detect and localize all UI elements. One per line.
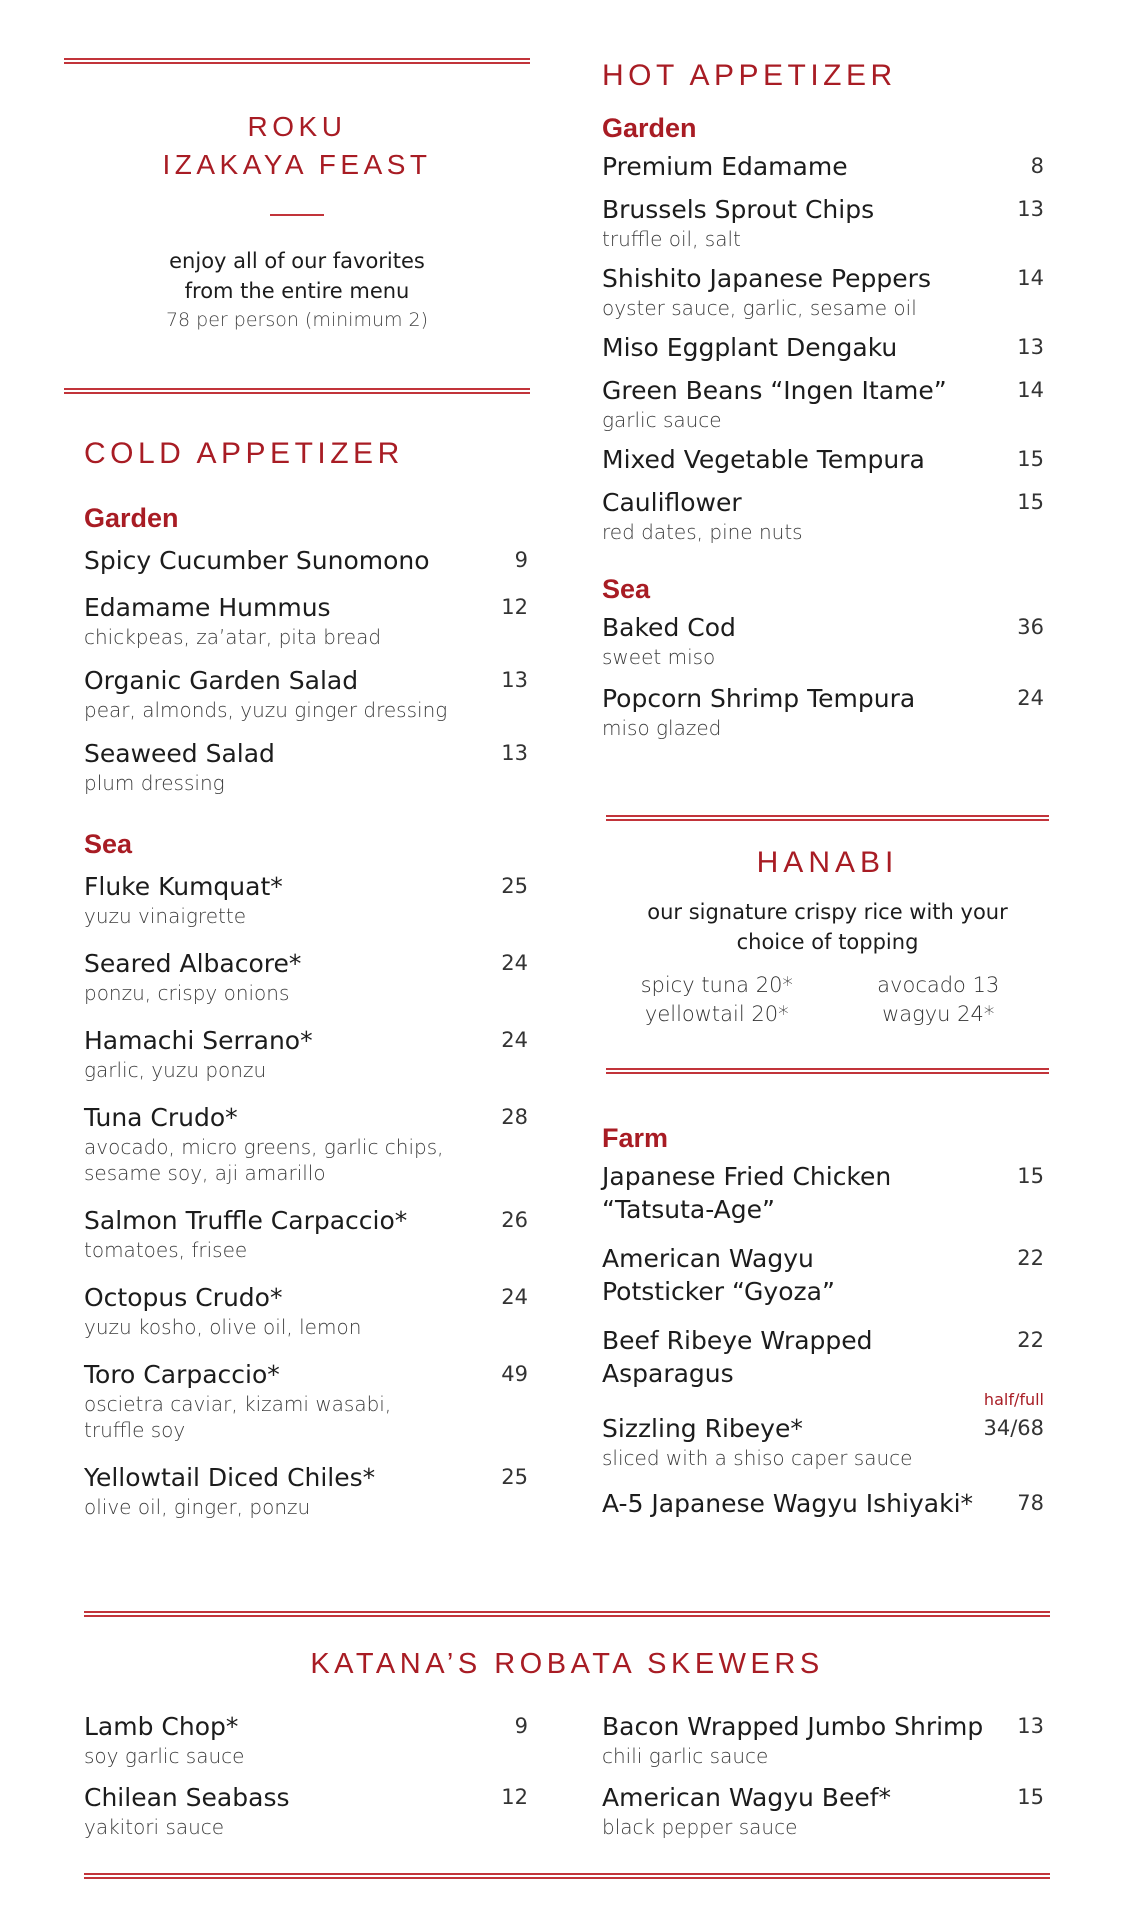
item-name: Fluke Kumquat*	[84, 872, 283, 901]
menu-item	[602, 486, 1046, 545]
item-desc: sweet miso	[602, 645, 716, 669]
item-desc: garlic, yuzu ponzu	[84, 1058, 267, 1082]
farm-section	[602, 1120, 1046, 1520]
item-price: 12	[501, 1785, 528, 1809]
item-desc: miso glazed	[602, 716, 722, 740]
hanabi-desc-line2: choice of topping	[736, 930, 919, 954]
item-price: 8	[1030, 154, 1044, 178]
cold-appetizer-title: COLD APPETIZER	[84, 437, 404, 470]
item-name: Tuna Crudo*	[84, 1103, 238, 1132]
hot-appetizer-title: HOT APPETIZER	[602, 59, 897, 92]
farm-heading: Farm	[602, 1123, 669, 1153]
feast-top-rule	[64, 58, 530, 64]
item-desc: tomatoes, frisee	[84, 1238, 248, 1262]
item-name: Chilean Seabass	[84, 1783, 290, 1812]
hanabi-option: wagyu 24*	[882, 1002, 995, 1026]
menu-item	[84, 1204, 530, 1263]
skewers-top-rule	[84, 1611, 1050, 1617]
item-desc: red dates, pine nuts	[602, 520, 803, 544]
menu-item	[84, 1781, 530, 1840]
item-name: Seaweed Salad	[84, 739, 275, 768]
menu-item	[602, 331, 1046, 364]
item-name: Cauliflower	[602, 488, 742, 517]
hanabi-option: yellowtail 20*	[644, 1002, 789, 1026]
feast-divider	[270, 214, 324, 216]
item-desc: chickpeas, za’atar, pita bread	[84, 625, 382, 649]
menu-item	[602, 1160, 1046, 1226]
item-name-line1: Japanese Fried Chicken	[602, 1162, 892, 1191]
item-name: Premium Edamame	[602, 152, 848, 181]
menu-item	[84, 1281, 530, 1340]
item-price: 15	[1017, 490, 1044, 514]
menu-item	[84, 1358, 530, 1443]
hanabi-title: HANABI	[756, 846, 899, 879]
cold-sea-heading: Sea	[84, 829, 133, 859]
menu-item	[84, 737, 530, 796]
item-name: Shishito Japanese Peppers	[602, 264, 931, 293]
hanabi-option: avocado 13	[877, 973, 1000, 997]
item-price: 9	[514, 548, 528, 572]
hot-garden-heading: Garden	[602, 113, 697, 143]
hanabi-desc-line1: our signature crispy rice with your	[647, 900, 1008, 924]
skewers-bottom-rule	[84, 1873, 1050, 1879]
menu-item	[602, 150, 1046, 183]
menu-item	[602, 1487, 1046, 1520]
item-desc: oscietra caviar, kizami wasabi, truffle soy	[84, 1392, 392, 1442]
menu-item	[84, 947, 530, 1006]
hanabi-options	[606, 971, 1049, 1029]
item-price: 22	[1017, 1246, 1044, 1270]
item-price: 34/68	[983, 1416, 1044, 1440]
menu-item	[602, 374, 1046, 433]
item-price: 12	[501, 595, 528, 619]
item-price: 13	[1017, 335, 1044, 359]
item-price: 13	[1017, 197, 1044, 221]
menu-item	[602, 443, 1046, 476]
feast-title-line1: ROKU	[247, 111, 347, 142]
item-price: 14	[1017, 266, 1044, 290]
item-name: Spicy Cucumber Sunomono	[84, 546, 430, 575]
half-full-label: half/full	[983, 1390, 1044, 1409]
item-desc: sliced with a shiso caper sauce	[602, 1446, 913, 1470]
item-name-line1: Beef Ribeye Wrapped	[602, 1326, 873, 1355]
menu-item	[84, 664, 530, 723]
skewers-section	[84, 1644, 1050, 1860]
item-name-line2: Asparagus	[602, 1359, 734, 1388]
item-price: 9	[514, 1714, 528, 1738]
menu-item	[602, 682, 1046, 741]
item-desc: plum dressing	[84, 771, 225, 795]
item-name: Bacon Wrapped Jumbo Shrimp	[602, 1712, 984, 1741]
item-price: 15	[1017, 1164, 1044, 1188]
item-price: 24	[1017, 686, 1044, 710]
feast-desc-line1: enjoy all of our favorites	[169, 249, 425, 273]
item-price: 13	[501, 741, 528, 765]
item-desc: soy garlic sauce	[84, 1744, 245, 1768]
item-desc: yuzu kosho, olive oil, lemon	[84, 1315, 362, 1339]
item-desc: pear, almonds, yuzu ginger dressing	[84, 698, 448, 722]
item-name-line2: “Tatsuta-Age”	[602, 1195, 775, 1224]
item-price: 24	[501, 1028, 528, 1052]
item-price: 36	[1017, 615, 1044, 639]
feast-desc-line2: from the entire menu	[184, 279, 410, 303]
menu-item	[84, 1024, 530, 1083]
skewers-title: KATANA’S ROBATA SKEWERS	[310, 1648, 824, 1680]
hanabi-bottom-rule	[606, 1068, 1049, 1074]
item-name: Organic Garden Salad	[84, 666, 359, 695]
item-name: American Wagyu Beef*	[602, 1783, 892, 1812]
item-desc: black pepper sauce	[602, 1815, 798, 1839]
item-name-line2: Potsticker “Gyoza”	[602, 1277, 835, 1306]
item-price: 26	[501, 1208, 528, 1232]
item-desc: truffle oil, salt	[602, 227, 741, 251]
menu-item	[602, 262, 1046, 321]
menu-item	[84, 544, 530, 577]
item-price: 25	[501, 874, 528, 898]
item-name: Octopus Crudo*	[84, 1283, 283, 1312]
menu-item	[84, 1710, 530, 1769]
feast-bottom-rule	[64, 388, 530, 394]
item-name: Baked Cod	[602, 613, 736, 642]
item-desc: chili garlic sauce	[602, 1744, 769, 1768]
menu-item	[602, 1242, 1046, 1308]
cold-appetizer-section	[84, 434, 530, 1520]
item-name: Miso Eggplant Dengaku	[602, 333, 898, 362]
item-desc: yuzu vinaigrette	[84, 904, 247, 928]
item-price: 78	[1017, 1491, 1044, 1515]
cold-garden-heading: Garden	[84, 503, 179, 533]
item-price: 22	[1017, 1328, 1044, 1352]
item-name: Toro Carpaccio*	[84, 1360, 280, 1389]
menu-item	[602, 193, 1046, 252]
hot-appetizer-section	[602, 56, 1046, 741]
item-desc: olive oil, ginger, ponzu	[84, 1495, 311, 1519]
item-name: Yellowtail Diced Chiles*	[84, 1463, 376, 1492]
item-desc: oyster sauce, garlic, sesame oil	[602, 296, 917, 320]
item-price: 14	[1017, 378, 1044, 402]
hanabi-option: spicy tuna 20*	[640, 973, 793, 997]
item-name: Edamame Hummus	[84, 593, 331, 622]
menu-item	[602, 1412, 1046, 1471]
menu-item	[602, 1324, 1046, 1390]
item-price: 15	[1017, 1785, 1044, 1809]
item-name: Seared Albacore*	[84, 949, 302, 978]
item-name: Hamachi Serrano*	[84, 1026, 313, 1055]
item-price: 24	[501, 1285, 528, 1309]
item-price: 24	[501, 951, 528, 975]
item-price: 15	[1017, 447, 1044, 471]
item-name: A-5 Japanese Wagyu Ishiyaki*	[602, 1489, 974, 1518]
menu-item	[84, 1101, 530, 1186]
hot-sea-heading: Sea	[602, 574, 651, 604]
item-price: 49	[501, 1362, 528, 1386]
menu-item	[602, 611, 1046, 670]
item-name: Popcorn Shrimp Tempura	[602, 684, 916, 713]
item-name-line1: American Wagyu	[602, 1244, 814, 1273]
feast-price: 78 per person (minimum 2)	[165, 309, 429, 331]
item-name: Sizzling Ribeye*	[602, 1414, 803, 1443]
item-name: Green Beans “Ingen Itame”	[602, 376, 947, 405]
item-desc: garlic sauce	[602, 408, 722, 432]
menu-item	[602, 1710, 1046, 1769]
item-desc: yakitori sauce	[84, 1815, 225, 1839]
feast-title-line2: IZAKAYA FEAST	[162, 149, 432, 180]
item-desc: avocado, micro greens, garlic chips, sesame soy, aji amarillo	[84, 1135, 444, 1185]
item-price: 13	[1017, 1714, 1044, 1738]
hanabi-block	[606, 843, 1049, 1029]
item-price: 13	[501, 668, 528, 692]
item-name: Brussels Sprout Chips	[602, 195, 875, 224]
item-price: 28	[501, 1105, 528, 1129]
feast-block	[64, 108, 530, 334]
menu-item	[84, 591, 530, 650]
item-name: Salmon Truffle Carpaccio*	[84, 1206, 408, 1235]
item-price: 25	[501, 1465, 528, 1489]
menu-item	[84, 1461, 530, 1520]
hanabi-top-rule	[606, 815, 1049, 821]
item-name: Mixed Vegetable Tempura	[602, 445, 925, 474]
hanabi-description	[606, 897, 1049, 957]
item-desc: ponzu, crispy onions	[84, 981, 290, 1005]
menu-item	[602, 1781, 1046, 1840]
item-name: Lamb Chop*	[84, 1712, 239, 1741]
menu-item	[84, 870, 530, 929]
